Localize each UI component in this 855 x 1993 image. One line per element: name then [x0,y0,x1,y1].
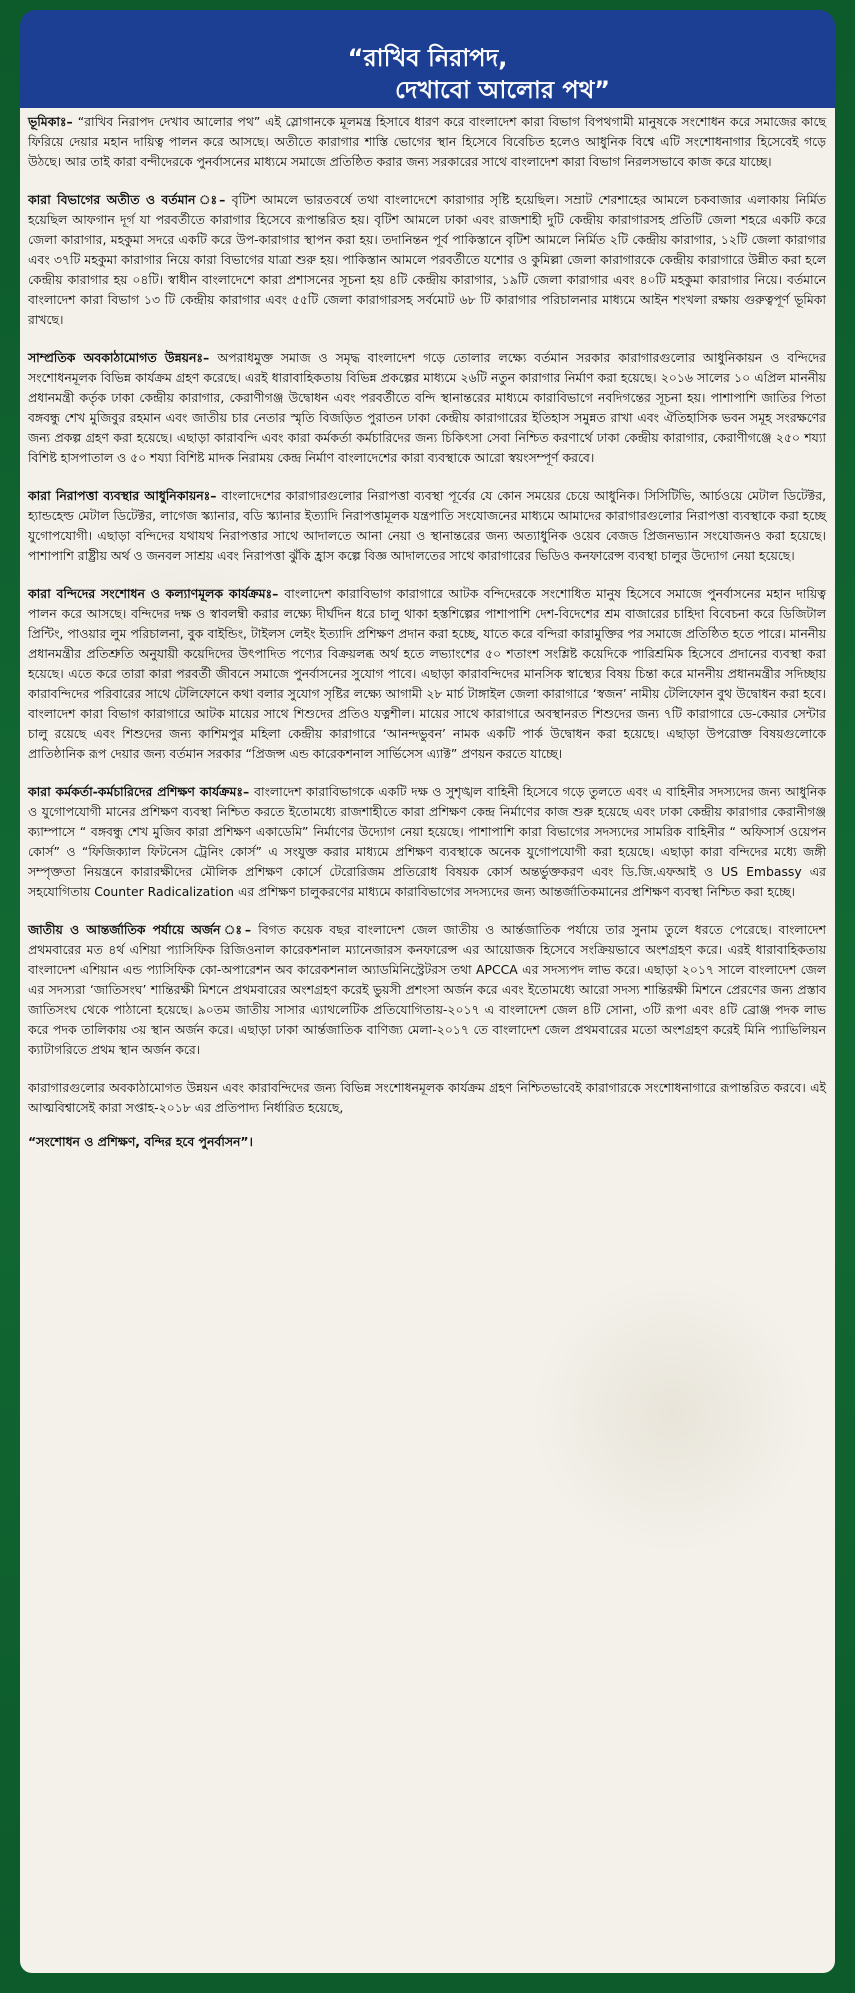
section-text: বাংলাদেশ কারাবিভাগ কারাগারে আটক বন্দিদেরকে সংশোধিত মানুষ হিসেবে সমাজে পুনর্বাসনের মহান দায়িত্ব পালন করে আসছে। বন্দিদের দক্ষ ও স্বাবলম্বী করার লক্ষ্যে দীর্ঘদিন ধরে চালু থাকা হস্তশিল্পের পাশাপাশি দেশ-বিদেশের শ্রম বাজারের চাহিদা বিবেচনা করে ডিজিটাল প্রিন্টিং, পাওয়ার লুম পরিচালনা, বুক বাইন্ডিং, টাইলস লেইং ইত্যাদি প্রশিক্ষণ প্রদান করা হচ্ছে, যাতে করে বন্দিরা কারামুক্তির পর সমাজে প্রতিষ্ঠিত হতে পারে। মাননীয় প্রধানমন্ত্রীর প্রতিশ্রুতি অনুযায়ী কয়েদিদের উৎপাদিত পণ্যের বিক্রয়লব্ধ অর্থ হতে লভ্যাংশের ৫০ শতাংশ সংশ্লিষ্ট কয়েদিকে পারিশ্রমিক হিসেবে প্রদানের ব্যবস্থা করা হয়েছে। এতে করে তারা কারা পরবর্তী জীবনে সমাজে পুনর্বাসনের সুযোগ পাবে। এছাড়া কারাবন্দিদের মানসিক স্বাস্থ্যের বিষয় চিন্তা করে মাননীয় প্রধানমন্ত্রীর সদিচ্ছায় কারাবন্দিদের পরিবারের সাথে টেলিফোনে কথা বলার সুযোগ সৃষ্টির লক্ষ্যে আগামী ২৮ মার্চ টাঙ্গাইল জেলা কারাগারে ‘স্বজন’ নামীয় টেলিফোন বুথ উদ্বোধন করা হবে। বাংলাদেশ কারা বিভাগ কারাগারে আটক মায়ের সাথে শিশুদের প্রতিও যত্নশীল। মায়ের সাথে কারাগারে অবস্থানরত শিশুদের জন্য ৭টি কারাগারে ডে-কেয়ার সেন্টার চালু রয়েছে এবং শিশুদের জন্য কাশিমপুর মহিলা কেন্দ্রীয় কারাগারে ‘আনন্দভুবন’ নামক একটি পার্ক উদ্বোধন করা হয়েছে। এছাড়া উপরোক্ত বিষয়গুলোকে প্রাতিষ্ঠানিক রূপ দেয়ার জন্য বর্তমান সরকার “প্রিজন্স এন্ড কারেকশনাল সার্ভিসেস এ্যাক্ট” প্রণয়ন করতে যাচ্ছে। [28,586,826,761]
title-banner [20,10,835,118]
section-text: বিগত কয়েক বছর বাংলাদেশ জেল জাতীয় ও আর্ন্তজাতিক পর্যায়ে তার সুনাম তুলে ধরতে পেরেছে। বাংলাদেশ প্রথমবারের মত ৪র্থ এশিয়া প্যাসিফিক রিজিওনাল কারেকশনাল ম্যানেজারস কনফারেন্স এর আয়োজক হিসেবে সংক্রিয়ভাবে অংশগ্রহণ করে। এরই ধারাবাহিকতায় বাংলাদেশ এশিয়ান এন্ড প্যাসিফিক কো-অপারেশন অব কারেকশনাল অ্যাডমিনিস্ট্রেটরস তথা APCCA এর সদস্যপদ লাভ করে। এছাড়া ২০১৭ সালে বাংলাদেশ জেল এর সদস্যরা ‘জাতিসংঘ’ শান্তিরক্ষী মিশনে প্রথমবারের অংশগ্রহণ করেই ভুয়সী প্রশংসা অর্জন করে এবং ইতোমধ্যে আরো সদস্য শান্তিরক্ষী মিশনে প্রেরণের জন্য প্রস্তাব জাতিসংঘ থেকে পাঠানো হয়েছে। ৯০তম জাতীয় সাসার এ্যাথলেটিক প্রতিযোগিতায়-২০১৭ এ বাংলাদেশ জেল ৪টি সোনা, ৩টি রূপা এবং ৪টি ব্রোঞ্জ পদক লাভ করে পদক তালিকায় ৩য় স্থান অর্জন করে। এছাড়া ঢাকা আর্ন্তজাতিক বাণিজ্য মেলা-২০১৭ তে বাংলাদেশ জেল প্রথমবারের মতো অংশগ্রহণ করেই মিনি প্যাভিলিয়ন ক্যাটাগরিতে প্রথম স্থান অর্জন করে। [28,922,827,1057]
section-introduction [28,112,826,172]
section-security [28,486,826,566]
section-heading: কারা বিভাগের অতীত ও বর্তমান ঃ– [28,192,232,207]
section-heading: কারা বন্দিদের সংশোধন ও কল্যাণমূলক কার্যক্রমঃ– [28,586,285,601]
section-heading: ভূমিকাঃ– [28,114,78,129]
section-heading: কারা কর্মকর্তা-কর্মচারিদের প্রশিক্ষণ কার্যক্রমঃ– [28,784,255,799]
section-text: “রাখিব নিরাপদ দেখাব আলোর পথ” এই স্লোগানকে মূলমন্ত্র হিসাবে ধারণ করে বাংলাদেশ কারা বিভাগ বিপথগামী মানুষকে সংশোধন করে সমাজের কাছে ফিরিয়ে দেয়ার মহান দায়িত্ব পালন করে আসছে। অতীতে কারাগার শাস্তি ভোগের স্থান হিসেবে বিবেচিত হলেও আধুনিক বিশ্বে এটি সংশোধনাগার হিসেবেই গড়ে উঠছে। আর তাই কারা বন্দীদেরকে পুনর্বাসনের মাধ্যমে সমাজে প্রতিষ্ঠিত করার জন্য সরকারের সাথে বাংলাদেশ কারা বিভাগ নিরলসভাবে কাজ করে যাচ্ছে। [28,114,826,169]
content-panel [20,108,835,1973]
section-text: বৃটিশ আমলে ভারতবর্ষে তথা বাংলাদেশে কারাগার সৃষ্টি হয়েছিল। সম্রাট শেরশাহের আমলে চকবাজার এলাকায় নির্মিত হয়েছিল আফগান দূর্গ যা পরবর্তীতে কারাগার হিসেবে রূপান্তরিত হয়। বৃটিশ আমলে ঢাকা এবং রাজশাহী দুটি কেন্দ্রীয় কারাগারসহ প্রতিটি জেলা শহরে একটি করে জেলা কারাগার, মহকুমা সদরে একটি করে উপ-কারাগার স্থাপন করা হয়। তদানিন্তন পূর্ব পাকিস্তানে বৃটিশ আমলে নির্মিত ২টি কেন্দ্রীয় কারাগার, ১২টি জেলা কারাগার এবং ৩৭টি মহকুমা কারাগার নিয়ে কারা বিভাগের যাত্রা শুরু হয়। পাকিস্তান আমলে পরবর্তীতে যশোর ও কুমিল্লা জেলা কারাগারকে কেন্দ্রীয় কারাগারে উন্নীত করা হলে কেন্দ্রীয় কারাগার হয় ০৪টি। স্বাধীন বাংলাদেশে কারা প্রশাসনের সূচনা হয় ৪টি কেন্দ্রীয় কারাগার, ১৯টি জেলা কারাগার এবং ৪০টি মহকুমা কারাগার নিয়ে। বর্তমানে বাংলাদেশ কারা বিভাগ ১৩ টি কেন্দ্রীয় কারাগার এবং ৫৫টি জেলা কারাগারসহ সর্বমোট ৬৮ টি কারাগার পরিচালনার মাধ্যমে আইন শংখলা রক্ষায় গুরুত্বপূর্ণ ভূমিকা রাখছে। [28,192,826,327]
section-rehabilitation [28,584,826,764]
section-closing [28,1078,826,1152]
closing-slogan: “সংশোধন ও প্রশিক্ষণ, বন্দির হবে পুনর্বাসন”। [28,1134,253,1149]
section-heading: জাতীয় ও আন্তর্জাতিক পর্যায়ে অর্জন ঃ– [28,922,259,937]
section-infrastructure [28,348,826,468]
banner-line-2: দেখাবো আলোর পথ” [394,76,611,104]
section-text: অপরাধমুক্ত সমাজ ও সমৃদ্ধ বাংলাদেশ গড়ে তোলার লক্ষ্যে বর্তমান সরকার কারাগারগুলোর আধুনিকায়ন ও বন্দিদের সংশোধনমূলক বিভিন্ন কার্যক্রম গ্রহণ করেছে। এরই ধারাবাহিকতায় বিভিন্ন প্রকল্পের মাধ্যমে ২৬টি নতুন কারাগার নির্মাণ করা হয়েছে। ২০১৬ সালের ১০ এপ্রিল মাননীয় প্রধানমন্ত্রী কর্তৃক ঢাকা কেন্দ্রীয় কারাগার, কেরাণীগঞ্জ উদ্বোধন এবং পরবর্তীতে বন্দি স্থানান্তরের মাধ্যমে কারাবিভাগে নবদিগন্তের সূচনা হয়। পাশাপাশি জাতির পিতা বঙ্গবন্ধু শেখ মুজিবুর রহমান এবং জাতীয় চার নেতার স্মৃতি বিজড়িত পুরাতন ঢাকা কেন্দ্রীয় কারাগারের ইতিহাস সমুন্নত রাখা এবং ঐতিহাসিক ভবন সমূহ সংরক্ষণের জন্য প্রকল্প গ্রহণ করা হয়েছে। এছাড়া কারাবন্দি এবং কারা কর্মকর্তা কর্মচারিদের জন্য চিকিৎসা সেবা নিশ্চিত করণার্থে ঢাকা কেন্দ্রীয় কারাগার, কেরাণীগঞ্জে ২৫০ শয্যা বিশিষ্ট হাসপাতাল ও ৫০ শয্যা বিশিষ্ট মাদক নিরাময় কেন্দ্র নির্মাণ বাংলাদেশের কারা ব্যবস্থাকে আরো স্বয়ংসম্পূর্ণ করবে। [28,350,826,465]
section-heading: কারা নিরাপত্তা ব্যবস্থার আধুনিকায়নঃ– [28,488,222,503]
section-text: বাংলাদেশের কারাগারগুলোর নিরাপত্তা ব্যবস্থা পূর্বের যে কোন সময়ের চেয়ে আধুনিক। সিসিটিভি, আর্চওয়ে মেটাল ডিটেক্টর, হ্যান্ডহেল্ড মেটাল ডিটেক্টর, লাগেজ স্ক্যানার, বডি স্ক্যানার ইত্যাদি নিরাপত্তামূলক যন্ত্রপাতি সংযোজনের মাধ্যমে আমাদের কারাগারগুলোর নিরাপত্তা ব্যবস্থাকে করা হচ্ছে যুগোপযোগী। এছাড়া বন্দিদের যথাযথ নিরাপত্তার সাথে আদালতে আনা নেয়া ও স্থানান্তরের জন্য অত্যাধুনিক ওয়েব বেজড প্রিজনভ্যান সংযোজনও করা হয়েছে। পাশাপাশি রাষ্ট্রীয় অর্থ ও জনবল সাশ্রয় এবং নিরাপত্তা ঝুঁকি হ্রাস কল্পে বিজ্ঞ আদালতের সাথে কারাগারের ভিডিও কনফারেন্স ব্যবস্থা চালুর উদ্যোগ নেয়া হয়েছে। [28,488,827,563]
banner-line-1: “রাখিব নিরাপদ, [347,44,508,72]
article-body [28,112,826,1170]
closing-text: কারাগারগুলোর অবকাঠামোগত উন্নয়ন এবং কারাবন্দিদের জন্য বিভিন্ন সংশোধনমূলক কার্যক্রম গ্রহণ নিশ্চিতভাবেই কারাগারকে সংশোধনাগারে রূপান্তরিত করবে। এই আত্মবিশ্বাসেই কারা সপ্তাহ-২০১৮ এর প্রতিপাদ্য নির্ধারিত হয়েছে, [28,1080,826,1115]
section-text: বাংলাদেশ কারাবিভাগকে একটি দক্ষ ও সুশৃঙ্খল বাহিনী হিসেবে গড়ে তুলতে এবং এ বাহিনীর সদস্যদের জন্য আধুনিক ও যুগোপযোগী মানের প্রশিক্ষণ ব্যবস্থা নিশ্চিত করতে ইতোমধ্যে রাজশাহীতে কারা প্রশিক্ষণ কেন্দ্র নির্মাণের কাজ শুরু হয়েছে এবং ঢাকা কেন্দ্রীয় কারাগার কেরানীগঞ্জ ক্যাম্পাসে “ বঙ্গবন্ধু শেখ মুজিব কারা প্রশিক্ষণ একাডেমি” নির্মাণের উদ্যোগ নেয়া হয়েছে। পাশাপাশি কারা বিভাগের সদস্যদের সামরিক বাহিনীর “ অফিসার্স ওয়েপন কোর্স” ও “ফিজিক্যাল ফিটনেস ট্রেনিং কোর্স” এ সংযুক্ত করার মাধ্যমে প্রশিক্ষণ ব্যবস্থাকে অনেক যুগোপযোগী করা হয়েছে। এছাড়া কারা বন্দিদের মধ্যে জঙ্গী সম্পৃক্ততা নিয়ন্ত্রনে কারারক্ষীদের মৌলিক প্রশিক্ষণ কোর্সে টেরোরিজম প্রতিরোধ বিষয়ক কোর্স অন্তর্ভুক্তকরণ এবং ডি.জি.এফআই ও US Embassy এর সহযোগিতায় Counter Radicalization এর প্রশিক্ষণ চালুকরণের মাধ্যমে কারাবিভাগের সদস্যদের জন্য আন্তর্জাতিকমানের প্রশিক্ষণ ব্যবস্থা নিশ্চিত করা হচ্ছে। [28,784,827,899]
section-heading: সাম্প্রতিক অবকাঠামোগত উন্নয়নঃ– [28,350,218,365]
section-training [28,782,826,902]
section-achievements [28,920,826,1060]
section-history [28,190,826,330]
